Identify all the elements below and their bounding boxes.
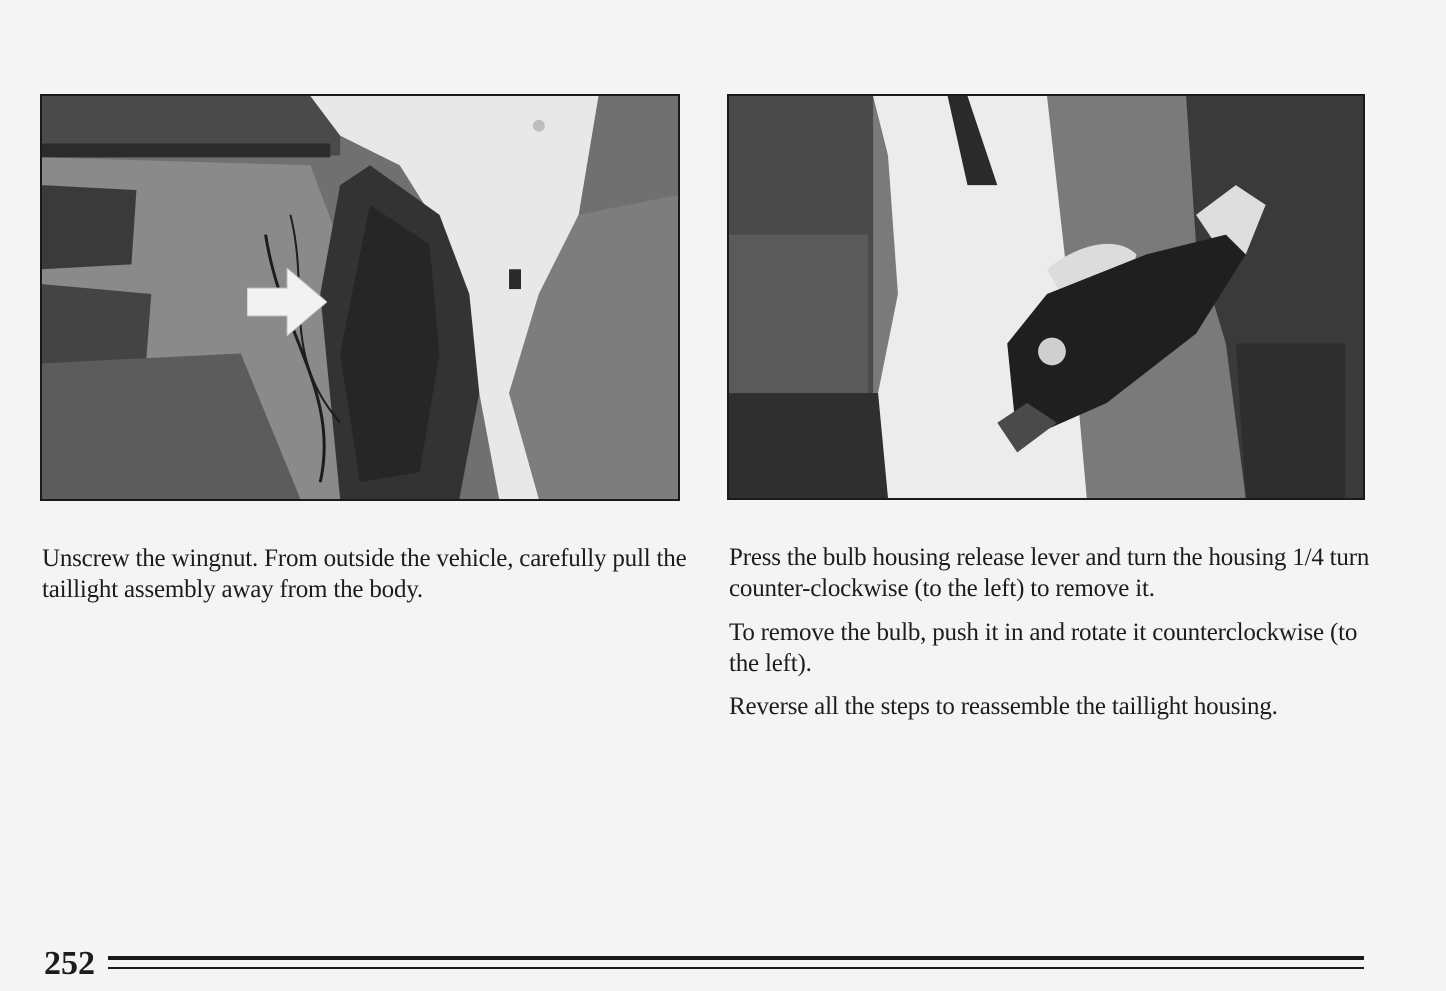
photo-trunk-interior <box>40 94 680 501</box>
caption-unscrew-wingnut: Unscrew the wingnut. From outside the vehicle, carefully pull the taillight assembly away from the body. <box>42 545 687 603</box>
footer-rule-thin <box>108 967 1364 969</box>
page-number: 252 <box>44 945 95 982</box>
footer-rule-thick <box>108 956 1364 960</box>
instruction-remove-bulb: To remove the bulb, push it in and rotate it counterclockwise (to the left). <box>729 619 1358 677</box>
photo-bulb-housing-removal <box>727 94 1365 500</box>
right-arrow-icon <box>247 268 327 336</box>
trunk-interior-illustration <box>42 96 678 499</box>
instruction-press-release-lever: Press the bulb housing release lever and turn the housing 1/4 turn counter-clockwise (to the left) to remove it. <box>729 544 1370 602</box>
instruction-reassemble: Reverse all the steps to reassemble the taillight housing. <box>729 693 1278 720</box>
bulb-housing-illustration <box>729 96 1363 498</box>
